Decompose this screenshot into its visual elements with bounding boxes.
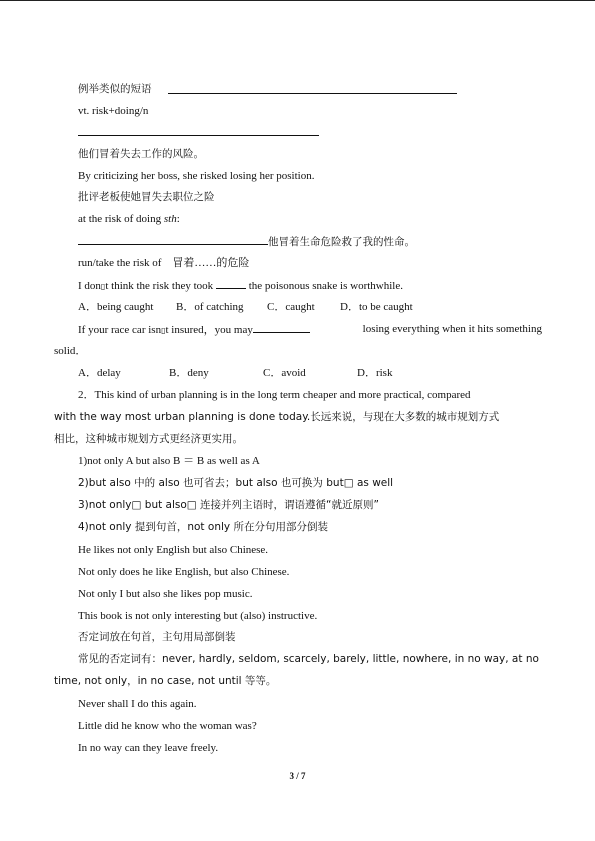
chinese-example: 批评老板使她冒失去职位之险 (78, 191, 215, 203)
answer-blank (253, 322, 310, 333)
rule-2: 2)but also 中的 also 也可省去；but also 也可换为 but□ as well (78, 477, 394, 489)
section-2-text: 相比，这种城市规划方式更经济更实用。 (54, 433, 243, 445)
translation-exercise: 他冒着生命危险救了我的性命。 (78, 234, 415, 249)
negative-words-list-continued: time, not only，in no case, not until 等等。 (54, 675, 277, 687)
section-2-text: with the way most urban planning is done today.长远来说，与现在大多数的城市规划方式 (54, 411, 500, 423)
option-d: D．risk (357, 367, 393, 379)
question-stem-continued: solid． (54, 345, 87, 357)
example-sentence: Never shall I do this again. (78, 698, 197, 710)
page-number: 3 / 7 (289, 771, 306, 781)
option-a: A．delay (78, 367, 121, 379)
phrase-line: at the risk of doing sth: (78, 213, 180, 225)
rule-3: 3)not only□ but also□ 连接并列主语时，谓语遵循“就近原则” (78, 499, 379, 511)
option-d: D．to be caught (340, 301, 413, 313)
english-example: By criticizing her boss, she risked losing her position. (78, 170, 315, 182)
answer-blank-line (168, 93, 457, 94)
answer-options (78, 366, 392, 380)
option-c: C．avoid (263, 367, 306, 379)
answer-blank (216, 278, 246, 289)
section-2-heading: 2．This kind of urban planning is in the long term cheaper and more practical, compared (78, 389, 471, 401)
risk-usage-line: vt. risk+doing/n (78, 105, 149, 117)
option-a: A．being caught (78, 301, 154, 313)
example-sentence: He likes not only English but also Chinese. (78, 544, 269, 556)
example-sentence: Not only does he like English, but also Chinese. (78, 566, 290, 578)
negative-words-list: 常见的否定词有：never, hardly, seldom, scarcely, barely, little, nowhere, in no way, at no (78, 653, 539, 665)
answer-blank-line (78, 135, 319, 136)
option-b: B．deny (169, 367, 209, 379)
answer-blank (78, 234, 268, 245)
question-stem: I don▯t think the risk they took the poisonous snake is worthwhile. (78, 280, 403, 292)
phrase-line: run/take the risk of 冒着……的危险 (78, 257, 250, 269)
example-sentence: Little did he know who the woman was? (78, 720, 257, 732)
example-sentence: Not only I but also she likes pop music. (78, 588, 253, 600)
similar-phrases-prompt (78, 82, 152, 96)
option-b: B．of catching (176, 301, 244, 313)
question-stem: If your race car isn▯t insured，you may losing everything when it hits something (78, 323, 542, 336)
chinese-example: 他们冒着失去工作的风险。 (78, 148, 204, 160)
prompt-text: 例举类似的短语 (78, 83, 152, 95)
rule-4: 4)not only 提到句首，not only 所在分句用部分倒装 (78, 521, 328, 533)
inversion-rule: 否定词放在句首，主句用局部倒装 (78, 631, 236, 643)
answer-options (78, 300, 413, 314)
example-sentence: This book is not only interesting but (also) instructive. (78, 610, 318, 622)
option-c: C．caught (267, 301, 315, 313)
rule-1: 1)not only A but also B ＝ B as well as A (78, 455, 260, 467)
example-sentence: In no way can they leave freely. (78, 742, 219, 754)
